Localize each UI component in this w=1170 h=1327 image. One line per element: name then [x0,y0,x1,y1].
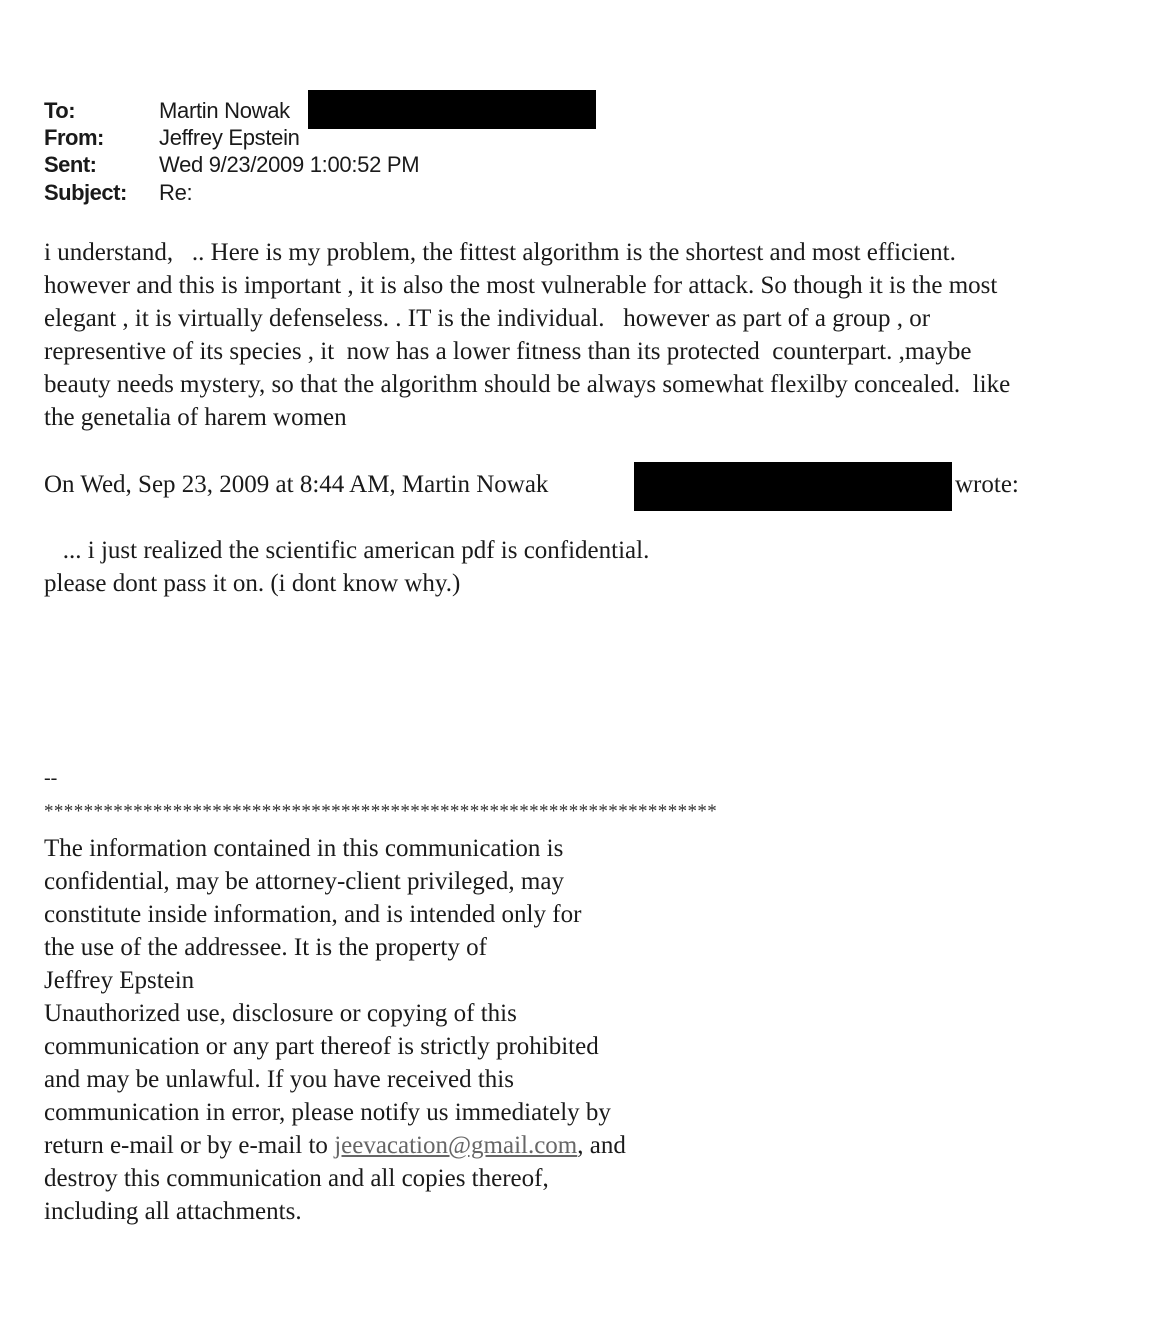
quote-line: ... i just realized the scientific american pdf is confidential. [44,537,650,564]
quote-header-prefix: On Wed, Sep 23, 2009 at 8:44 AM, Martin Nowak [44,471,549,498]
quote-header-suffix: wrote: [955,471,1019,498]
asterisk-divider: ******************************************************************** [44,801,718,822]
body-line: the genetalia of harem women [44,404,347,431]
disclaimer-line: constitute inside information, and is intended only for [44,901,582,928]
disclaimer-line: Jeffrey Epstein [44,967,195,994]
quoted-message [44,534,649,600]
disclaimer-line: confidential, may be attorney-client privileged, may [44,868,564,895]
disclaimer-line: communication or any part thereof is strictly prohibited [44,1033,599,1060]
body-line: however and this is important , it is also the most vulnerable for attack. So though it is the most [44,272,998,299]
disclaimer-line: Unauthorized use, disclosure or copying of this [44,1000,517,1027]
from-value: Jeffrey Epstein [159,125,300,150]
quote-line: please dont pass it on. (i dont know why.) [44,570,461,597]
sent-value: Wed 9/23/2009 1:00:52 PM [159,152,420,177]
disclaimer-line: the use of the addressee. It is the property of [44,934,487,961]
redaction-box [634,462,952,511]
disclaimer-mail-line [44,1129,626,1162]
body-line: beauty needs mystery, so that the algorithm should be always somewhat flexilby concealed. like [44,371,1011,398]
to-label: To: [44,98,76,123]
body-line: elegant , it is virtually defenseless. . IT is the individual. however as part of a group , or [44,305,931,332]
redaction-box [308,90,596,129]
sent-label: Sent: [44,152,97,177]
mail-suffix: , and [577,1132,626,1159]
disclaimer-line: destroy this communication and all copies thereof, [44,1165,549,1192]
disclaimer-line: including all attachments. [44,1198,302,1225]
body-line: representive of its species , it now has a lower fitness than its protected counterpart. ,maybe [44,338,972,365]
quote-header [44,468,548,501]
signature-separator: -- [44,767,58,789]
mail-prefix: return e-mail or by e-mail to [44,1132,335,1159]
disclaimer [44,832,626,1228]
from-label: From: [44,125,104,150]
disclaimer-line: The information contained in this communication is [44,835,564,862]
body-line: i understand, .. Here is my problem, the fittest algorithm is the shortest and most efficient. [44,239,956,266]
subject-label: Subject: [44,180,127,205]
message-body [44,236,1010,434]
disclaimer-line: communication in error, please notify us immediately by [44,1099,611,1126]
subject-value: Re: [159,180,193,205]
disclaimer-line: and may be unlawful. If you have received this [44,1066,514,1093]
to-value: Martin Nowak [159,98,290,123]
email-link[interactable]: jeevacation@gmail.com [334,1132,578,1159]
